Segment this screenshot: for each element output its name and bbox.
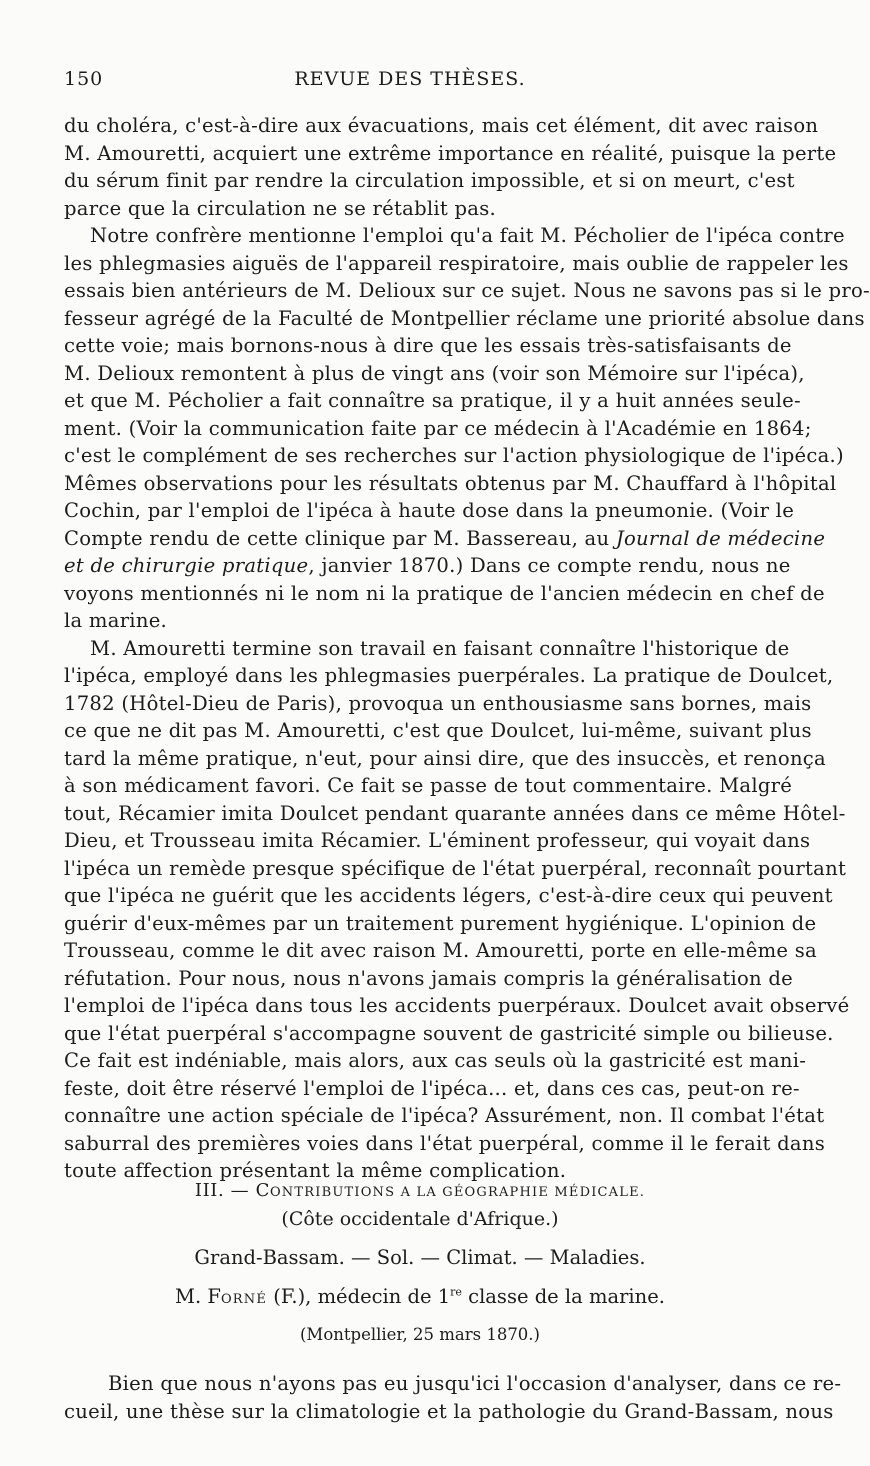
- text-line: toute affection présentant la même complication.: [64, 1159, 567, 1182]
- text-line: tard la même pratique, n'eut, pour ainsi dire, que des insuccès, et renonça: [64, 746, 826, 770]
- journal-title-italic: et de chirurgie pratique: [64, 554, 309, 577]
- text-line: 1782 (Hôtel-Dieu de Paris), provoqua un enthousiasme sans bornes, mais: [64, 691, 812, 715]
- page-header: [64, 68, 756, 96]
- journal-title-italic: Journal de médecine: [615, 526, 826, 550]
- text-line: connaître une action spéciale de l'ipéca? Assurément, non. Il combat l'état: [64, 1104, 825, 1127]
- text-line: voyons mentionnés ni le nom ni la pratique de l'ancien médecin en chef de: [64, 581, 825, 605]
- author-title-sup: re: [450, 1285, 462, 1299]
- page-number: 150: [64, 68, 104, 90]
- author-title-b: classe de la marine.: [461, 1285, 665, 1308]
- author-name: [207, 1285, 267, 1308]
- text-line: à son médicament favori. Ce fait se passe de tout commentaire. Malgré: [64, 774, 793, 797]
- text-line: l'emploi de l'ipéca dans tous les accidents puerpéraux. Doulcet avait observé: [64, 994, 850, 1017]
- text-line: c'est le complément de ses recherches sur l'action physiologique de l'ipéca.): [64, 444, 844, 467]
- text-line: l'ipéca un remède presque spécifique de l'état puerpéral, reconnaît pourtant: [64, 856, 847, 880]
- text-line: du choléra, c'est-à-dire aux évacuations, mais cet élément, dit avec raison: [64, 114, 819, 137]
- section-title-rest: ONTRIBUTIONS A LA GÉOGRAPHIE MÉDICALE.: [269, 1185, 646, 1200]
- text-line: que l'état puerpéral s'accompagne souvent de gastricité simple ou bilieuse.: [64, 1021, 834, 1045]
- text-line: M. Amouretti termine son travail en faisant connaître l'historique de: [90, 636, 790, 660]
- line-start: Compte rendu de cette clinique par M. Bassereau, au: [64, 526, 616, 550]
- section-date: (Montpellier, 25 mars 1870.): [299, 1325, 540, 1344]
- text-line: réfutation. Pour nous, nous n'avons jamais compris la généralisation de: [64, 966, 794, 990]
- text-line: fesseur agrégé de la Faculté de Montpellier réclame une priorité absolue dans: [64, 306, 865, 330]
- text-line: saburral des premières voies dans l'état puerpéral, comme il le ferait dans: [64, 1131, 826, 1155]
- text-line: ment. (Voir la communication faite par ce médecin à l'Académie en 1864;: [64, 416, 812, 440]
- text-line: Ce fait est indéniable, mais alors, aux cas seuls où la gastricité est mani-: [64, 1049, 807, 1072]
- author-prefix: M.: [175, 1285, 202, 1308]
- author-title: [273, 1285, 665, 1308]
- section-author: [64, 1285, 776, 1308]
- text-line: et que M. Pécholier a fait connaître sa pratique, il y a huit années seule-: [64, 389, 801, 412]
- text-line: du sérum finit par rendre la circulation impossible, et si on meurt, c'est: [64, 169, 795, 192]
- text-line: l'ipéca, employé dans les phlegmasies puerpérales. La pratique de Doulcet,: [64, 664, 834, 687]
- text-line: Dieu, et Trousseau imita Récamier. L'éminent professeur, qui voyait dans: [64, 829, 811, 852]
- text-line: que l'ipéca ne guérit que les accidents légers, c'est-à-dire ceux qui peuvent: [64, 884, 833, 907]
- text-line: Trousseau, comme le dit avec raison M. Amouretti, porte en elle-même sa: [64, 939, 817, 962]
- text-line: M. Amouretti, acquiert une extrême importance en réalité, puisque la perte: [64, 141, 837, 165]
- text-line-with-italic: [64, 552, 791, 580]
- section-subtitle: (Côte occidentale d'Afrique.): [281, 1208, 559, 1230]
- text-line: cueil, une thèse sur la climatologie et la pathologie du Grand-Bassam, nous: [64, 1400, 834, 1423]
- text-line: ce que ne dit pas M. Amouretti, c'est que Doulcet, lui-même, suivant plus: [64, 719, 812, 742]
- body-text: [64, 112, 870, 1185]
- author-title-a: (F.), médecin de 1: [273, 1285, 451, 1308]
- text-line: parce que la circulation ne se rétablit pas.: [64, 196, 497, 220]
- section-heading: [64, 1180, 776, 1201]
- section-title: [256, 1180, 646, 1201]
- text-line: Notre confrère mentionne l'emploi qu'a fait M. Pécholier de l'ipéca contre: [90, 224, 845, 247]
- text-line: les phlegmasies aiguës de l'appareil respiratoire, mais oublie de rappeler les: [64, 251, 849, 275]
- author-name-rest: ORNÉ: [220, 1292, 268, 1307]
- text-line: cette voie; mais bornons-nous à dire que les essais très-satisfaisants de: [64, 334, 792, 357]
- text-line: la marine.: [64, 609, 168, 632]
- text-line: tout, Récamier imita Doulcet pendant quarante années dans ce même Hôtel-: [64, 801, 846, 825]
- text-line: guérir d'eux-mêmes par un traitement purement hygiénique. L'opinion de: [64, 911, 817, 935]
- text-line: Bien que nous n'ayons pas eu jusqu'ici l'occasion d'analyser, dans ce re-: [108, 1372, 842, 1395]
- author-initial: F: [207, 1285, 221, 1308]
- line-end: , janvier 1870.) Dans ce compte rendu, nous ne: [308, 554, 791, 577]
- text-line-with-italic: [64, 525, 826, 553]
- text-line: Cochin, par l'emploi de l'ipéca à haute dose dans la pneumonie. (Voir le: [64, 499, 795, 522]
- section-title-initial: C: [255, 1180, 270, 1201]
- text-line: M. Delioux remontent à plus de vingt ans (voir son Mémoire sur l'ipéca),: [64, 361, 805, 385]
- closing-paragraph: [64, 1370, 842, 1426]
- section-number: III. —: [194, 1180, 250, 1201]
- text-line: Mêmes observations pour les résultats obtenus par M. Chauffard à l'hôpital: [64, 471, 837, 495]
- text-line: essais bien antérieurs de M. Delioux sur ce sujet. Nous ne savons pas si le pro-: [64, 279, 870, 302]
- text-line: feste, doit être réservé l'emploi de l'ipéca... et, dans ces cas, peut-on re-: [64, 1076, 800, 1100]
- running-title: REVUE DES THÈSES.: [294, 68, 526, 90]
- section-topics: Grand-Bassam. — Sol. — Climat. — Maladies.: [194, 1246, 646, 1269]
